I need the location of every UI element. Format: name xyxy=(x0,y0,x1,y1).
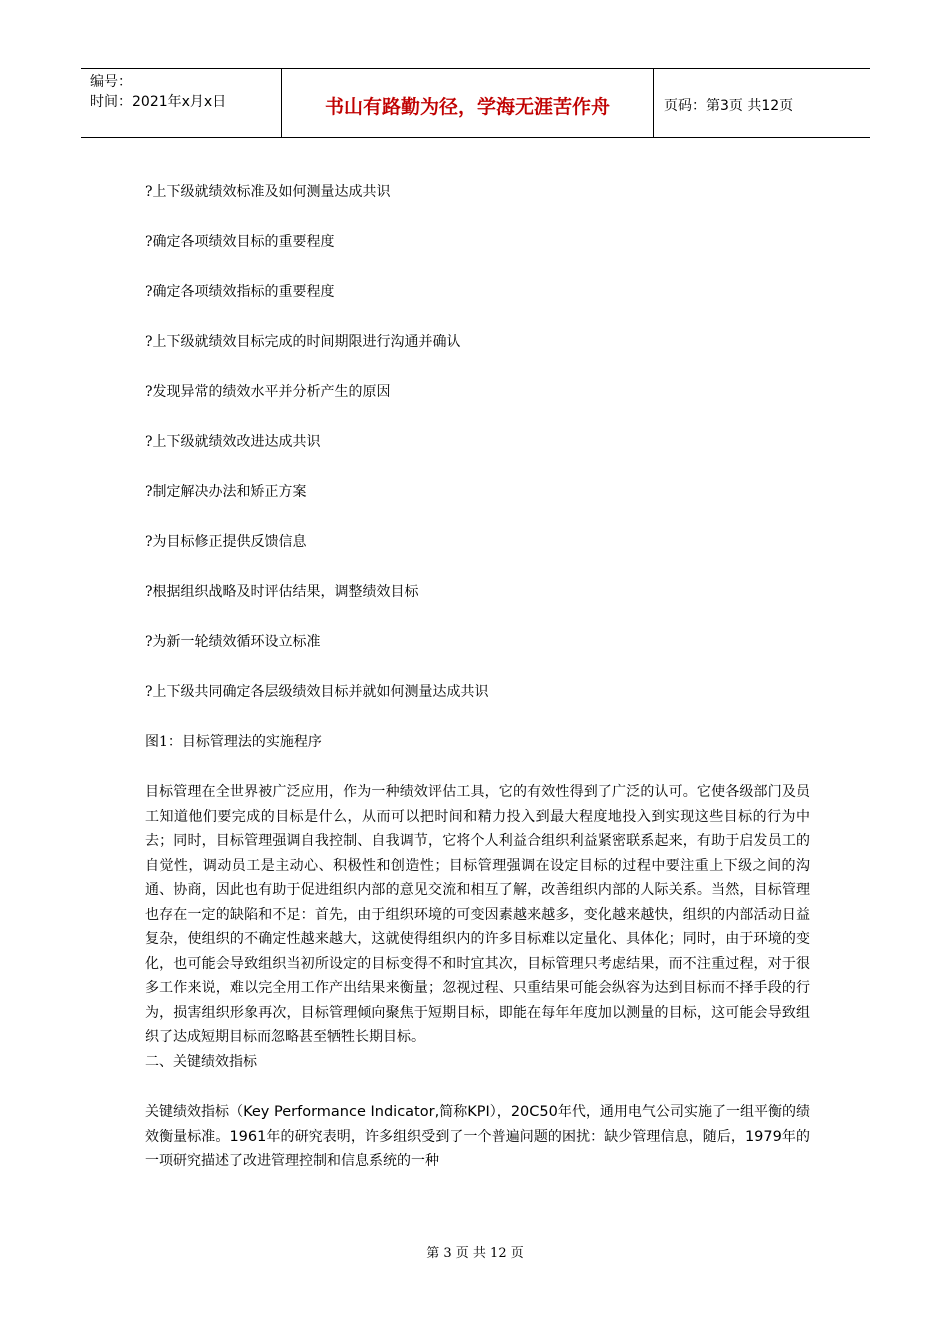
list-item: ?制定解决办法和矫正方案 xyxy=(145,484,307,500)
kpi-text-6: 年的一项研究描述了改进管理控制和信息系统的一种 xyxy=(145,1128,811,1169)
kpi-era: 20C50 xyxy=(510,1104,558,1120)
kpi-text-3: ）， xyxy=(489,1104,511,1120)
paragraph-kpi xyxy=(145,1100,810,1174)
header-motto: 书山有路勤为径，学海无涯苦作舟 xyxy=(282,69,654,137)
page-header xyxy=(81,68,870,138)
kpi-term-english: Key Performance Indicator, xyxy=(243,1104,440,1120)
list-item: ?上下级共同确定各层级绩效目标并就如何测量达成共识 xyxy=(145,684,489,700)
kpi-abbreviation: KPI xyxy=(467,1104,490,1120)
section-heading: 二、关键绩效指标 xyxy=(145,1053,257,1070)
header-meta xyxy=(81,69,282,137)
list-item: ?上下级就绩效改进达成共识 xyxy=(145,434,321,450)
figure-caption: 图1：目标管理法的实施程序 xyxy=(145,734,322,750)
kpi-text-4: 年代，通用电气公司实施了一组平衡的绩效衡量标准。 xyxy=(145,1104,811,1145)
list-item: ?确定各项绩效目标的重要程度 xyxy=(145,234,335,250)
header-page-number: 页码：第3页 共12页 xyxy=(664,98,794,114)
paragraph-mbo: 目标管理在全世界被广泛应用，作为一种绩效评估工具，它的有效性得到了广泛的认可。它使各级部门及员工知道他们要完成的目标是什么，从而可以把时间和精力投入到最大程度地投入到实现这些目标的行为中去；同时，目标管理强调自我控制、自我调节，它将个人利益合组织利益紧密联系起来，有助于启发员工的自觉性，调动员工是主动心、积极性和创造性；目标管理强调在设定目标的过程中要注重上下级之间的沟通、协商，因此也有助于促进组织内部的意见交流和相互了解，改善组织内部的人际关系。当然，目标管理也存在一定的缺陷和不足：首先，由于组织环境的可变因素越来越多，变化越来越快，组织的内部活动日益复杂，使组织的不确定性越来越大，这就使得组织内的许多目标难以定量化、具体化；同时，由于环境的变化，也可能会导致组织当初所设定的目标变得不和时宜其次，目标管理只考虑结果，而不注重过程，对于很多工作来说，难以完全用工作产出结果来衡量；忽视过程、只重结果可能会纵容为达到目标而不择手段的行为，损害组织形象再次，目标管理倾向聚焦于短期目标，即能在每年年度加以测量的目标，这可能会导致组织了达成短期目标而忽略甚至牺牲长期目标。 xyxy=(145,784,810,1045)
list-item: ?确定各项绩效指标的重要程度 xyxy=(145,284,335,300)
list-item: ?为新一轮绩效循环设立标准 xyxy=(145,634,321,650)
document-date-label: 时间：2021年x月x日 xyxy=(90,94,227,110)
page-footer: 第 3 页 共 12 页 xyxy=(426,1246,524,1261)
kpi-text-5: 年的研究表明，许多组织受到了一个普遍问题的困扰：缺少管理信息，随后， xyxy=(266,1128,745,1145)
list-item: ?根据组织战略及时评估结果，调整绩效目标 xyxy=(145,584,419,600)
kpi-text-2: 简称 xyxy=(439,1104,468,1120)
kpi-year-1961: 1961 xyxy=(229,1128,267,1145)
list-item: ?上下级就绩效标准及如何测量达成共识 xyxy=(145,184,391,200)
document-code-label: 编号： xyxy=(90,74,132,90)
document-body xyxy=(145,180,810,1174)
list-item: ?发现异常的绩效水平并分析产生的原因 xyxy=(145,384,391,400)
kpi-text-1: 关键绩效指标（ xyxy=(145,1104,244,1120)
list-item: ?为目标修正提供反馈信息 xyxy=(145,534,307,550)
kpi-year-1979: 1979 xyxy=(744,1128,782,1145)
list-item: ?上下级就绩效目标完成的时间期限进行沟通并确认 xyxy=(145,334,461,350)
